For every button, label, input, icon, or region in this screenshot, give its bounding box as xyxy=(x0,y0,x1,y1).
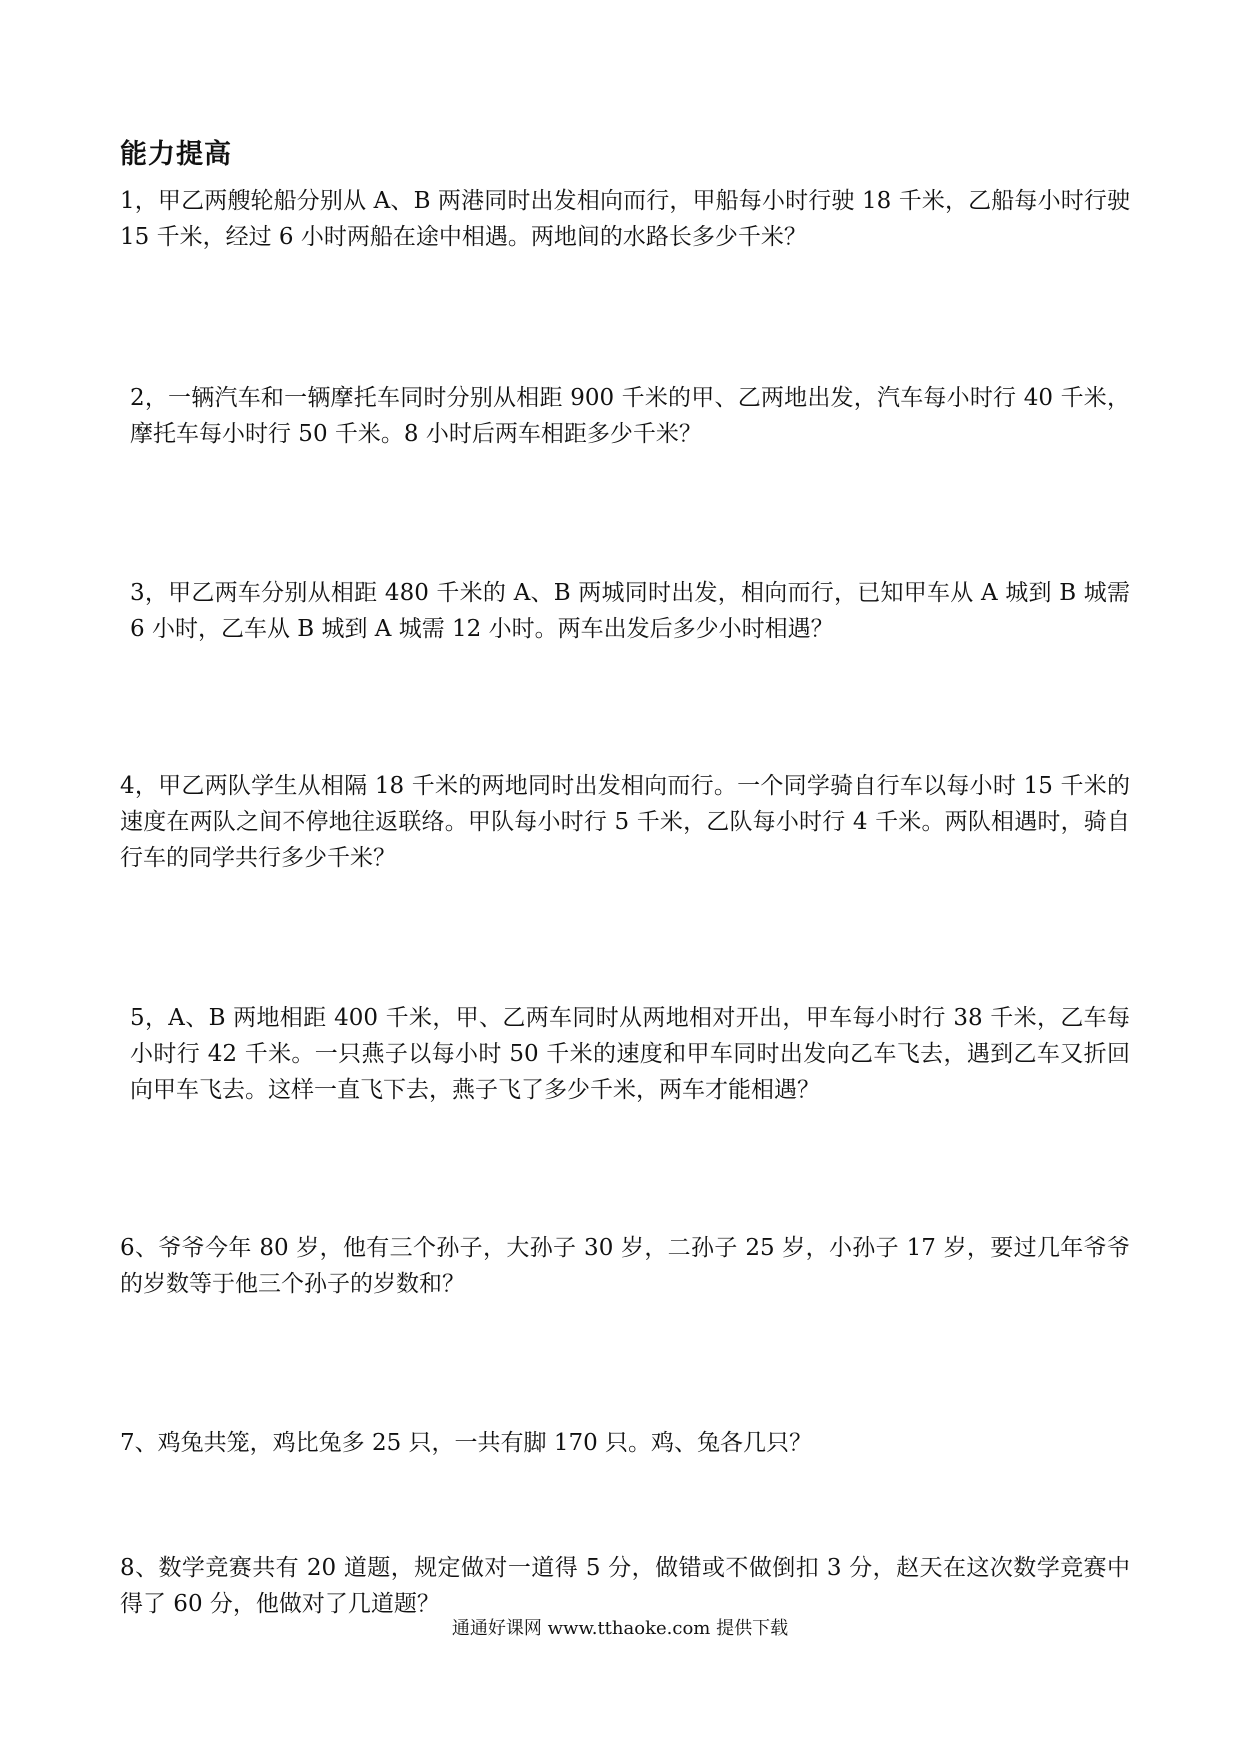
section-heading: 能力提高 xyxy=(120,139,232,170)
problem-3: 3，甲乙两车分别从相距 480 千米的 A、B 两城同时出发，相向而行，已知甲车从 A 城到 B 城需 6 小时，乙车从 B 城到 A 城需 12 小时。两车出发后多少小时相遇？ xyxy=(130,580,1130,642)
problem-7: 7、鸡兔共笼，鸡比兔多 25 只，一共有脚 170 只。鸡、兔各几只？ xyxy=(120,1430,813,1456)
problem-5: 5，A、B 两地相距 400 千米，甲、乙两车同时从两地相对开出，甲车每小时行 38 千米，乙车每小时行 42 千米。一只燕子以每小时 50 千米的速度和甲车同时出发向乙车飞去，遇到乙车又折回向甲车飞去。这样一直飞下去，燕子飞了多少千米，两车才能相遇？ xyxy=(130,1005,1130,1103)
problem-2: 2，一辆汽车和一辆摩托车同时分别从相距 900 千米的甲、乙两地出发，汽车每小时行 40 千米，摩托车每小时行 50 千米。8 小时后两车相距多少千米？ xyxy=(130,385,1130,447)
problem-4: 4，甲乙两队学生从相隔 18 千米的两地同时出发相向而行。一个同学骑自行车以每小时 15 千米的速度在两队之间不停地往返联络。甲队每小时行 5 千米，乙队每小时行 4 千米。两队相遇时，骑自行车的同学共行多少千米？ xyxy=(120,773,1130,871)
problem-6: 6、爷爷今年 80 岁，他有三个孙子，大孙子 30 岁，二孙子 25 岁，小孙子 17 岁，要过几年爷爷的岁数等于他三个孙子的岁数和？ xyxy=(120,1235,1130,1297)
footer-credit: 通通好课网 www.tthaoke.com 提供下载 xyxy=(451,1618,789,1639)
problem-1: 1，甲乙两艘轮船分别从 A、B 两港同时出发相向而行，甲船每小时行驶 18 千米，乙船每小时行驶 15 千米，经过 6 小时两船在途中相遇。两地间的水路长多少千米？ xyxy=(120,188,1130,250)
problem-8: 8、数学竞赛共有 20 道题，规定做对一道得 5 分，做错或不做倒扣 3 分，赵天在这次数学竞赛中得了 60 分，他做对了几道题？ xyxy=(120,1555,1130,1617)
